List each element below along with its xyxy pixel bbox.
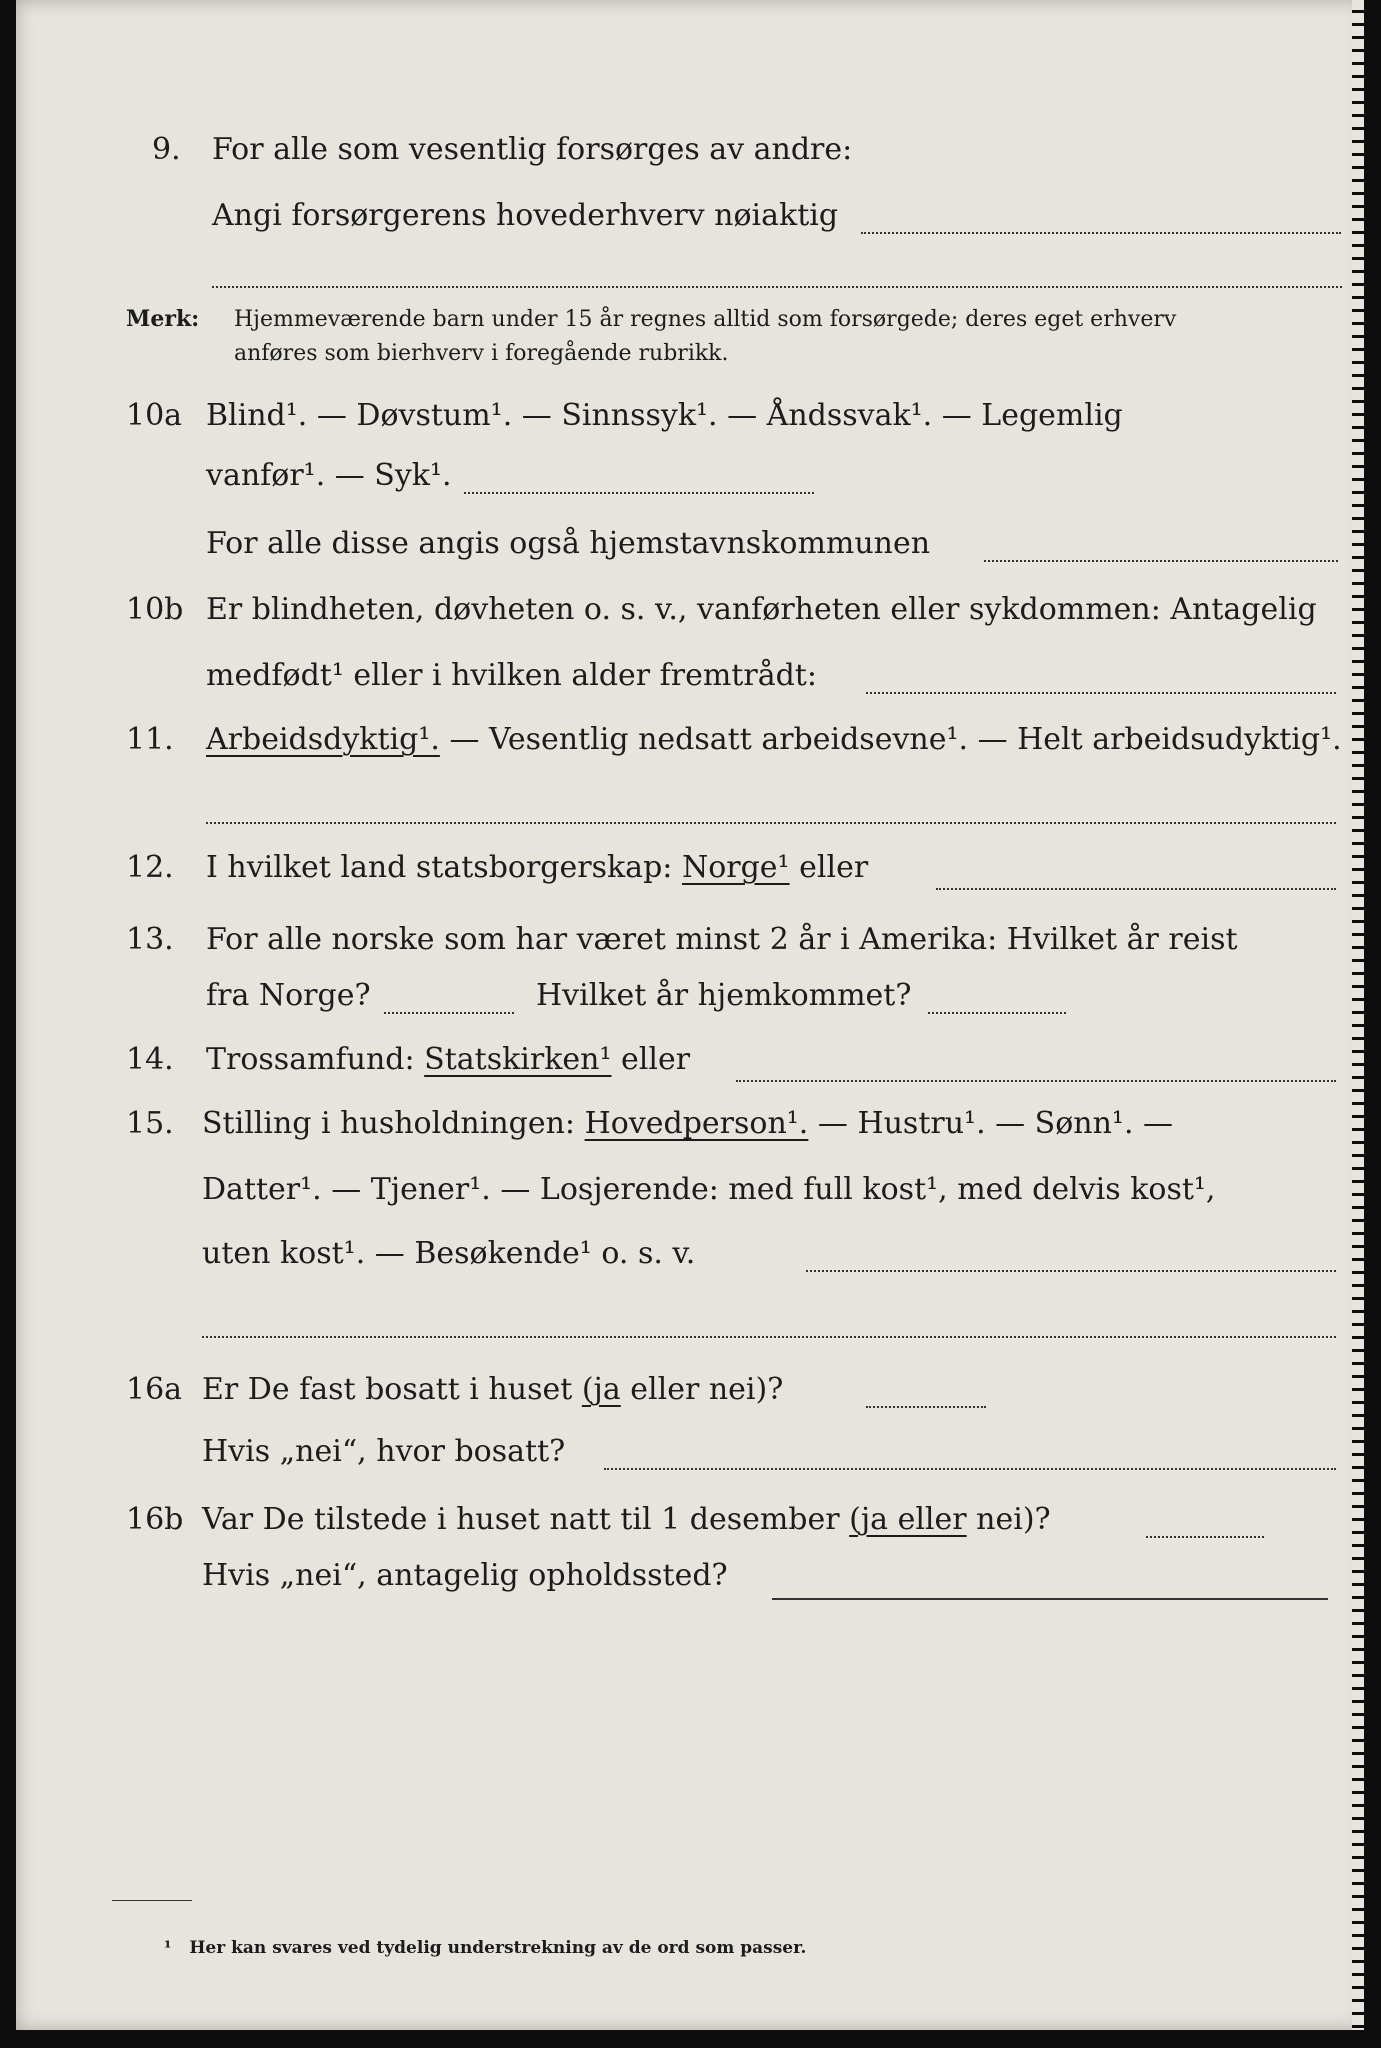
- q14-text: Trossamfund:: [206, 1042, 415, 1077]
- q10b-answer-line[interactable]: [866, 692, 1336, 694]
- q16a-line1: [202, 1370, 783, 1410]
- q16a-marked-answer: (ja: [581, 1372, 621, 1407]
- q11-number: 11.: [126, 722, 174, 757]
- q14-marked-answer: Statskirken¹: [424, 1042, 612, 1077]
- q15-line3: uten kost¹. — Besøkende¹ o. s. v.: [202, 1236, 696, 1271]
- q16a-bosatt-answer-line[interactable]: [604, 1468, 1336, 1470]
- q11-line: [206, 720, 1342, 760]
- q14-tail: eller: [621, 1042, 691, 1077]
- footnote: [164, 1936, 806, 1960]
- q14-number: 14.: [126, 1042, 174, 1077]
- q13-line2a: fra Norge?: [206, 978, 371, 1013]
- footnote-mark: ¹: [164, 1938, 172, 1958]
- merk-line2: anføres som bierhverv i foregående rubrikk.: [234, 341, 729, 366]
- q13-line2b: Hvilket år hjemkommet?: [536, 978, 912, 1013]
- q12-marked-answer: Norge¹: [681, 850, 790, 885]
- q12-line: [206, 848, 868, 888]
- q16a-text-a: Er De fast bosatt i huset: [202, 1372, 573, 1407]
- q14-answer-line[interactable]: [736, 1080, 1336, 1082]
- q16b-opholdssted-answer-line[interactable]: [772, 1598, 1328, 1600]
- q15-extra-line[interactable]: [202, 1336, 1336, 1338]
- q16a-number: 16a: [126, 1372, 183, 1407]
- q15-text: Stilling i husholdningen:: [202, 1106, 576, 1141]
- q10a-hjemstavn-answer-line[interactable]: [984, 560, 1338, 562]
- q11-extra-line[interactable]: [206, 822, 1336, 824]
- q16b-text-b: nei)?: [976, 1502, 1051, 1537]
- q16b-text-a: Var De tilstede i huset natt til 1 desember: [202, 1502, 840, 1537]
- q16b-marked-answer: (ja eller: [849, 1502, 967, 1537]
- q12-tail: eller: [799, 850, 869, 885]
- merk-line1: Hjemmeværende barn under 15 år regnes alltid som forsørgede; deres eget erhverv: [234, 307, 1177, 332]
- q14-line: [206, 1040, 690, 1080]
- perforated-edge: [1352, 0, 1364, 2030]
- q9-line2: Angi forsørgerens hovederhverv nøiaktig: [212, 198, 839, 233]
- q12-answer-line[interactable]: [936, 888, 1336, 890]
- q10a-line1: Blind¹. — Døvstum¹. — Sinnssyk¹. — Åndssvak¹. — Legemlig: [206, 398, 1123, 433]
- q13-reist-answer-line[interactable]: [384, 1012, 514, 1014]
- q15-rest: — Hustru¹. — Sønn¹. —: [817, 1106, 1174, 1141]
- q10a-line2: vanfør¹. — Syk¹.: [206, 458, 452, 493]
- q10b-line2: medfødt¹ eller i hvilken alder fremtrådt:: [206, 658, 817, 693]
- q15-line1: [202, 1104, 1173, 1144]
- q12-number: 12.: [126, 850, 174, 885]
- q9-answer-line[interactable]: [861, 232, 1341, 234]
- q9-line1: For alle som vesentlig forsørges av andre:: [212, 132, 853, 167]
- q16b-line2: Hvis „nei“, antagelig opholdssted?: [202, 1558, 728, 1593]
- q10b-number: 10b: [126, 592, 184, 627]
- q10a-number: 10a: [126, 398, 183, 433]
- q9-number: 9.: [152, 132, 181, 167]
- q9-extra-line[interactable]: [212, 286, 1342, 288]
- footnote-rule: [112, 1900, 192, 1901]
- q10b-line1: Er blindheten, døvheten o. s. v., vanførheten eller sykdommen: Antagelig: [206, 592, 1317, 627]
- q16b-line1: [202, 1500, 1051, 1540]
- q16b-number: 16b: [126, 1502, 184, 1537]
- q11-rest: — Vesentlig nedsatt arbeidsevne¹. — Helt arbeidsudyktig¹.: [449, 722, 1342, 757]
- q15-answer-line[interactable]: [806, 1270, 1336, 1272]
- q16a-line2: Hvis „nei“, hvor bosatt?: [202, 1434, 566, 1469]
- q13-number: 13.: [126, 922, 174, 957]
- q13-hjemkommet-answer-line[interactable]: [928, 1012, 1066, 1014]
- census-form-page: [16, 0, 1364, 2030]
- q16a-text-b: eller nei)?: [630, 1372, 784, 1407]
- q10a-syk-answer-line[interactable]: [464, 492, 814, 494]
- q13-line1: For alle norske som har været minst 2 år i Amerika: Hvilket år reist: [206, 922, 1238, 957]
- q10a-line3: For alle disse angis også hjemstavnskommunen: [206, 526, 931, 561]
- q15-marked-answer: Hovedperson¹.: [584, 1106, 809, 1141]
- footnote-text: Her kan svares ved tydelig understrekning av de ord som passer.: [189, 1938, 807, 1958]
- q16a-answer-line[interactable]: [866, 1406, 986, 1408]
- q11-marked-answer: Arbeidsdyktig¹.: [206, 722, 440, 757]
- q16b-answer-line[interactable]: [1146, 1536, 1264, 1538]
- q12-text: I hvilket land statsborgerskap:: [206, 850, 673, 885]
- q15-line2: Datter¹. — Tjener¹. — Losjerende: med full kost¹, med delvis kost¹,: [202, 1172, 1216, 1207]
- q15-number: 15.: [126, 1106, 174, 1141]
- merk-label: Merk:: [126, 306, 200, 332]
